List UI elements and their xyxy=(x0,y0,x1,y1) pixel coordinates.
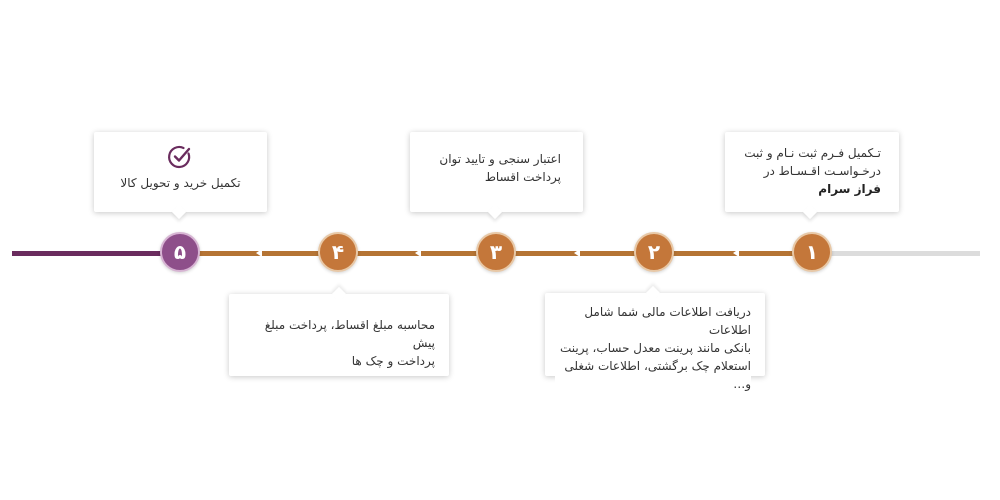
card-pointer xyxy=(803,205,817,219)
step-2-line-1: دریافت اطلاعات مالی شما شامل اطلاعات xyxy=(584,305,751,337)
step-node-1[interactable]: ۱ xyxy=(792,232,832,272)
step-2-line-2: بانکی مانند پرینت معدل حساب، پرینت xyxy=(560,341,751,355)
chevron-left-icon xyxy=(256,249,262,257)
step-1-line-2: درخـواسـت اقـسـاط در xyxy=(763,164,881,178)
chevron-left-icon xyxy=(415,249,421,257)
card-pointer xyxy=(646,286,660,300)
checkmark-circle-icon xyxy=(167,144,193,170)
step-card-2 xyxy=(545,293,765,391)
step-3-line-2: پرداخت اقساط xyxy=(484,170,561,184)
step-card-1 xyxy=(725,132,899,212)
step-node-3[interactable]: ۳ xyxy=(476,232,516,272)
timeline-pending-segment xyxy=(812,251,980,256)
chevron-left-icon xyxy=(733,249,739,257)
step-card-4 xyxy=(229,294,449,376)
step-card-5 xyxy=(94,132,267,212)
step-node-5[interactable]: ۵ xyxy=(160,232,200,272)
chevron-left-icon xyxy=(574,249,580,257)
step-5-line-1: تکمیل خرید و تحویل کالا xyxy=(120,176,241,190)
step-3-line-1: اعتبار سنجی و تایید توان xyxy=(439,152,561,166)
card-pointer xyxy=(172,205,186,219)
step-4-line-1: محاسبه مبلغ اقساط، پرداخت مبلغ پیش xyxy=(264,318,435,350)
card-pointer xyxy=(332,287,346,301)
step-1-line-1: تـکمیل فـرم ثبت نـام و ثبت xyxy=(744,146,881,160)
card-pointer xyxy=(488,205,502,219)
step-4-line-2: پرداخت و چک ها xyxy=(351,354,435,368)
step-node-2[interactable]: ۲ xyxy=(634,232,674,272)
step-card-3 xyxy=(410,132,583,212)
step-1-brand: فراز سرام xyxy=(818,182,881,196)
timeline-complete-segment xyxy=(12,251,180,256)
step-2-line-3: استعلام چک برگشتی، اطلاعات شغلی و… xyxy=(564,359,751,391)
step-node-4[interactable]: ۴ xyxy=(318,232,358,272)
